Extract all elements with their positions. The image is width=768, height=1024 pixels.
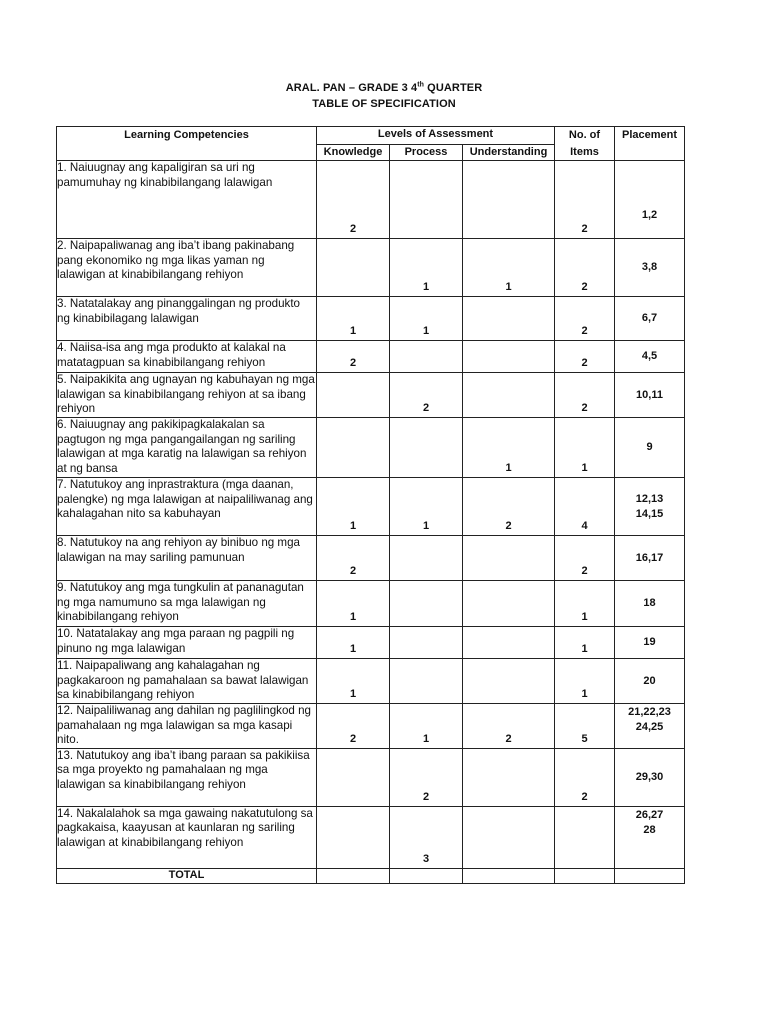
knowledge-cell: 1 <box>317 297 390 341</box>
placement-line: 20 <box>643 674 656 687</box>
process-cell: 1 <box>390 297 463 341</box>
understanding-cell: 2 <box>463 478 555 536</box>
understanding-cell: 2 <box>463 704 555 749</box>
competency-cell: 8. Natutukoy na ang rehiyon ay binibuo ng mga lalawigan na may sariling pamunuan <box>57 536 317 581</box>
placement-line: 10,11 <box>636 388 663 401</box>
placement-cell <box>615 748 685 806</box>
table-row <box>57 806 685 868</box>
placement-cell <box>615 161 685 239</box>
items-cell: 1 <box>555 627 615 659</box>
items-cell: 1 <box>555 581 615 627</box>
competency-cell: 9. Natutukoy ang mga tungkulin at pananagutan ng mga namumuno sa mga lalawigan ng kinabibilangang rehiyon <box>57 581 317 627</box>
process-cell <box>390 536 463 581</box>
total-placement <box>615 868 685 883</box>
total-process <box>390 868 463 883</box>
understanding-cell <box>463 536 555 581</box>
items-cell: 2 <box>555 748 615 806</box>
placement-cell <box>615 373 685 418</box>
understanding-cell <box>463 659 555 704</box>
understanding-cell: 1 <box>463 418 555 478</box>
table-row <box>57 341 685 373</box>
understanding-cell <box>463 806 555 868</box>
items-cell: 1 <box>555 418 615 478</box>
table-row <box>57 297 685 341</box>
process-cell <box>390 418 463 478</box>
placement-line: 9 <box>646 441 653 453</box>
table-row <box>57 478 685 536</box>
process-cell: 3 <box>390 806 463 868</box>
total-row <box>57 868 685 883</box>
process-cell: 2 <box>390 748 463 806</box>
header-learning-competencies: Learning Competencies <box>57 127 317 161</box>
table-row <box>57 704 685 749</box>
process-cell: 1 <box>390 239 463 297</box>
placement-line: 1,2 <box>641 209 658 221</box>
knowledge-cell <box>317 748 390 806</box>
placement-line: 21,22,23 <box>628 706 671 718</box>
header-placement: Placement <box>615 127 685 161</box>
competency-cell: 10. Natatalakay ang mga paraan ng pagpili ng pinuno ng mga lalawigan <box>57 627 317 659</box>
placement-line: 4,5 <box>641 350 658 362</box>
understanding-cell: 1 <box>463 239 555 297</box>
placement-line: 26,27 <box>635 808 664 821</box>
competency-cell: 6. Naiuugnay ang pakikipagkalakalan sa pagtugon ng mga pangangailangan ng sariling lalawigan at mga karatig na lalawigan sa rehiyon at ng bansa <box>57 418 317 478</box>
understanding-cell <box>463 581 555 627</box>
knowledge-cell <box>317 418 390 478</box>
placement-line: 6,7 <box>641 312 658 324</box>
title-superscript: th <box>417 81 425 89</box>
header-no-of-items <box>555 127 615 161</box>
process-cell: 1 <box>390 704 463 749</box>
placement-cell <box>615 536 685 581</box>
items-cell: 4 <box>555 478 615 536</box>
table-row <box>57 536 685 581</box>
understanding-cell <box>463 341 555 373</box>
process-cell: 2 <box>390 373 463 418</box>
understanding-cell <box>463 161 555 239</box>
knowledge-cell: 2 <box>317 341 390 373</box>
items-cell: 2 <box>555 297 615 341</box>
competency-cell: 13. Natutukoy ang iba’t ibang paraan sa pakikiisa sa mga proyekto ng pamahalaan ng mga lalawigan sa kinabibilangang rehiyon <box>57 748 317 806</box>
knowledge-cell: 1 <box>317 581 390 627</box>
knowledge-cell: 2 <box>317 704 390 749</box>
understanding-cell <box>463 627 555 659</box>
competency-cell: 1. Naiuugnay ang kapaligiran sa uri ng pamumuhay ng kinabibilangang lalawigan <box>57 161 317 239</box>
table-row <box>57 659 685 704</box>
placement-cell <box>615 581 685 627</box>
knowledge-cell <box>317 806 390 868</box>
placement-line: 18 <box>643 597 656 609</box>
title-text: ARAL. PAN – GRADE 3 4 <box>285 82 418 94</box>
process-cell: 1 <box>390 478 463 536</box>
total-understanding <box>463 868 555 883</box>
specification-table <box>56 126 685 884</box>
process-cell <box>390 161 463 239</box>
understanding-cell <box>463 748 555 806</box>
placement-cell <box>615 418 685 478</box>
document-subtitle: TABLE OF SPECIFICATION <box>312 98 456 110</box>
table-row <box>57 239 685 297</box>
table-row <box>57 161 685 239</box>
knowledge-cell: 1 <box>317 659 390 704</box>
placement-line: 24,25 <box>635 721 664 733</box>
table-row <box>57 418 685 478</box>
competency-cell: 4. Naiisa-isa ang mga produkto at kalakal na matatagpuan sa kinabibilangang rehiyon <box>57 341 317 373</box>
placement-line: 28 <box>643 823 656 836</box>
competency-cell: 5. Naipakikita ang ugnayan ng kabuhayan ng mga lalawigan sa kinabibilangang rehiyon at sa ibang rehiyon <box>57 373 317 418</box>
items-cell: 2 <box>555 373 615 418</box>
placement-cell <box>615 239 685 297</box>
process-cell <box>390 659 463 704</box>
table-row <box>57 627 685 659</box>
table-row <box>57 373 685 418</box>
understanding-cell <box>463 373 555 418</box>
placement-cell <box>615 704 685 749</box>
knowledge-cell: 2 <box>317 536 390 581</box>
total-knowledge <box>317 868 390 883</box>
total-items <box>555 868 615 883</box>
placement-line: 12,13 <box>635 492 664 505</box>
header-process: Process <box>390 145 463 161</box>
competency-cell: 2. Naipapaliwanag ang iba’t ibang pakinabang pang ekonomiko ng mga likas yaman ng lalawigan at kinabibilangang rehiyon <box>57 239 317 297</box>
placement-cell <box>615 478 685 536</box>
total-label: TOTAL <box>57 868 317 883</box>
placement-line: 29,30 <box>635 770 664 783</box>
process-cell <box>390 581 463 627</box>
table-body <box>57 161 685 869</box>
placement-cell <box>615 659 685 704</box>
table-row <box>57 748 685 806</box>
placement-cell <box>615 806 685 868</box>
items-cell: 2 <box>555 536 615 581</box>
title-suffix: QUARTER <box>424 82 483 94</box>
knowledge-cell: 2 <box>317 161 390 239</box>
competency-cell: 14. Nakalalahok sa mga gawaing nakatutulong sa pagkakaisa, kaayusan at kaunlaran ng sariling lalawigan at kinabibilangang rehiyon <box>57 806 317 868</box>
items-cell: 2 <box>555 239 615 297</box>
placement-cell <box>615 341 685 373</box>
items-cell <box>555 806 615 868</box>
process-cell <box>390 341 463 373</box>
placement-line: 3,8 <box>641 261 658 273</box>
knowledge-cell <box>317 239 390 297</box>
table-row <box>57 581 685 627</box>
document-header <box>0 80 768 112</box>
competency-cell: 11. Naipapaliwang ang kahalagahan ng pagkakaroon ng pamahalaan sa bawat lalawigan sa kinabibilangang rehiyon <box>57 659 317 704</box>
header-levels-of-assessment: Levels of Assessment <box>317 127 555 145</box>
knowledge-cell: 1 <box>317 627 390 659</box>
competency-cell: 3. Natatalakay ang pinanggalingan ng produkto ng kinabibilagang lalawigan <box>57 297 317 341</box>
knowledge-cell <box>317 373 390 418</box>
document-title <box>0 80 768 96</box>
knowledge-cell: 1 <box>317 478 390 536</box>
placement-cell <box>615 297 685 341</box>
header-no-of-items-line1: No. of <box>568 129 601 141</box>
placement-cell <box>615 627 685 659</box>
placement-line: 14,15 <box>635 507 664 520</box>
placement-line: 16,17 <box>635 551 664 564</box>
header-knowledge: Knowledge <box>317 145 390 161</box>
understanding-cell <box>463 297 555 341</box>
items-cell: 2 <box>555 161 615 239</box>
header-no-of-items-line2: Items <box>570 146 599 158</box>
placement-line: 19 <box>643 636 656 648</box>
header-understanding: Understanding <box>463 145 555 161</box>
items-cell: 5 <box>555 704 615 749</box>
items-cell: 2 <box>555 341 615 373</box>
competency-cell: 7. Natutukoy ang inprastraktura (mga daanan, palengke) ng mga lalawigan at naipaliliwanag ang kahalagahan nito sa kabuhayan <box>57 478 317 536</box>
process-cell <box>390 627 463 659</box>
items-cell: 1 <box>555 659 615 704</box>
competency-cell: 12. Naipaliliwanag ang dahilan ng paglilingkod ng pamahalaan ng mga lalawigan sa mga kasapi nito. <box>57 704 317 749</box>
